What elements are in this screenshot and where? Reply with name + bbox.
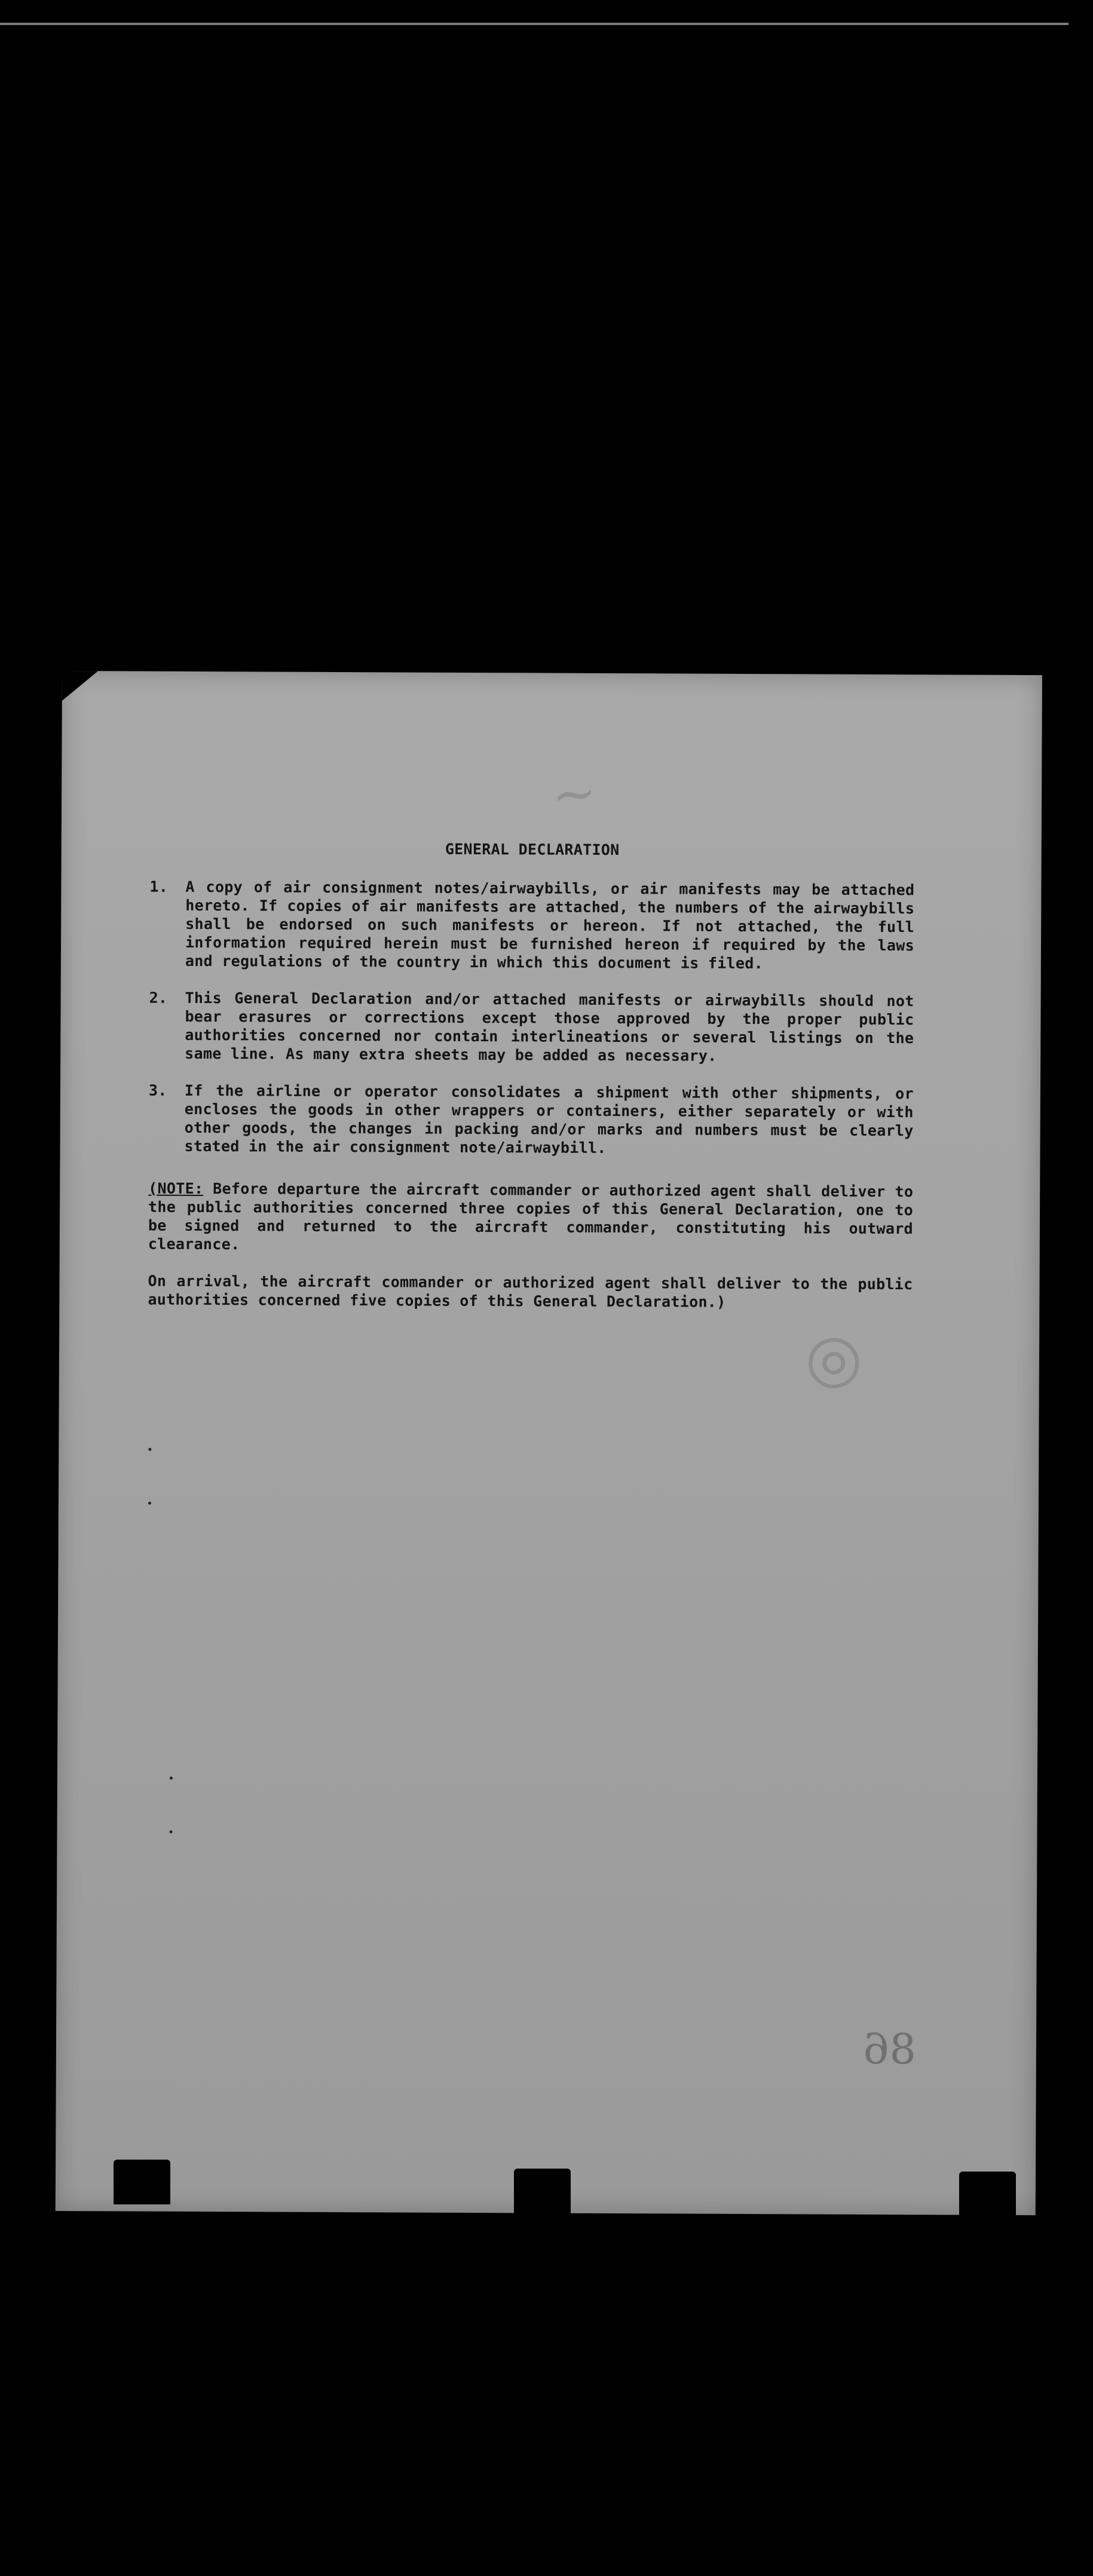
dust-speck (170, 1830, 173, 1833)
list-item (148, 1081, 914, 1159)
item-number: 1. (149, 878, 169, 896)
dust-speck (148, 1502, 151, 1505)
film-sprocket-tab (514, 2169, 571, 2213)
item-text: This General Declaration and/or attached manifests or airwaybills should not bear erasures or corrections except those approved by the proper public authorities concerned nor contain interlineations or several listings on the same line. As many extra sheets may be added as necessary. (185, 989, 914, 1065)
list-item (149, 878, 915, 974)
note-paragraph (148, 1179, 914, 1257)
film-sprocket-tab (114, 2160, 170, 2204)
film-sprocket-tab (959, 2172, 1016, 2216)
dust-speck (170, 1777, 173, 1780)
document-title: GENERAL DECLARATION (445, 840, 620, 859)
folded-corner (62, 671, 98, 701)
document-sheet (56, 671, 1042, 2215)
note-text: Before departure the aircraft commander or authorized agent shall deliver to the public authorities concerned three copies of this General Declaration, one to be signed and returned to the aircraft commander, constituting his outward clearance. (148, 1180, 914, 1253)
bleed-through-mark: ~ (549, 760, 600, 828)
page-number-mark: 86 (862, 2024, 917, 2074)
item-text: A copy of air consignment notes/airwaybills, or air manifests may be attached hereto. If copies of air manifests are attached, the numbers of the airwaybills shall be endorsed on such manifests or hereon. If not attached, the full information required herein must be furnished hereon if required by the laws and regulations of the country in which this document is filed. (185, 878, 915, 973)
declaration-body (148, 839, 914, 1312)
item-number: 3. (148, 1081, 167, 1099)
item-number: 2. (149, 989, 168, 1007)
arrival-paragraph: On arrival, the aircraft commander or authorized agent shall deliver to the public authorities concerned five copies of this General Declaration.) (148, 1272, 913, 1311)
list-item (149, 989, 914, 1066)
dust-speck (148, 1448, 151, 1451)
bleed-through-stamp: ◎ (800, 1315, 870, 1401)
item-text: If the airline or operator consolidates a shipment with other shipments, or encloses the goods in other wrappers or containers, either separately or with other goods, the changes in packing and/or marks and numbers must be clearly stated in the air consignment note/airwaybill. (184, 1081, 914, 1157)
note-label: (NOTE: (148, 1179, 204, 1198)
film-top-rule (0, 23, 1068, 25)
